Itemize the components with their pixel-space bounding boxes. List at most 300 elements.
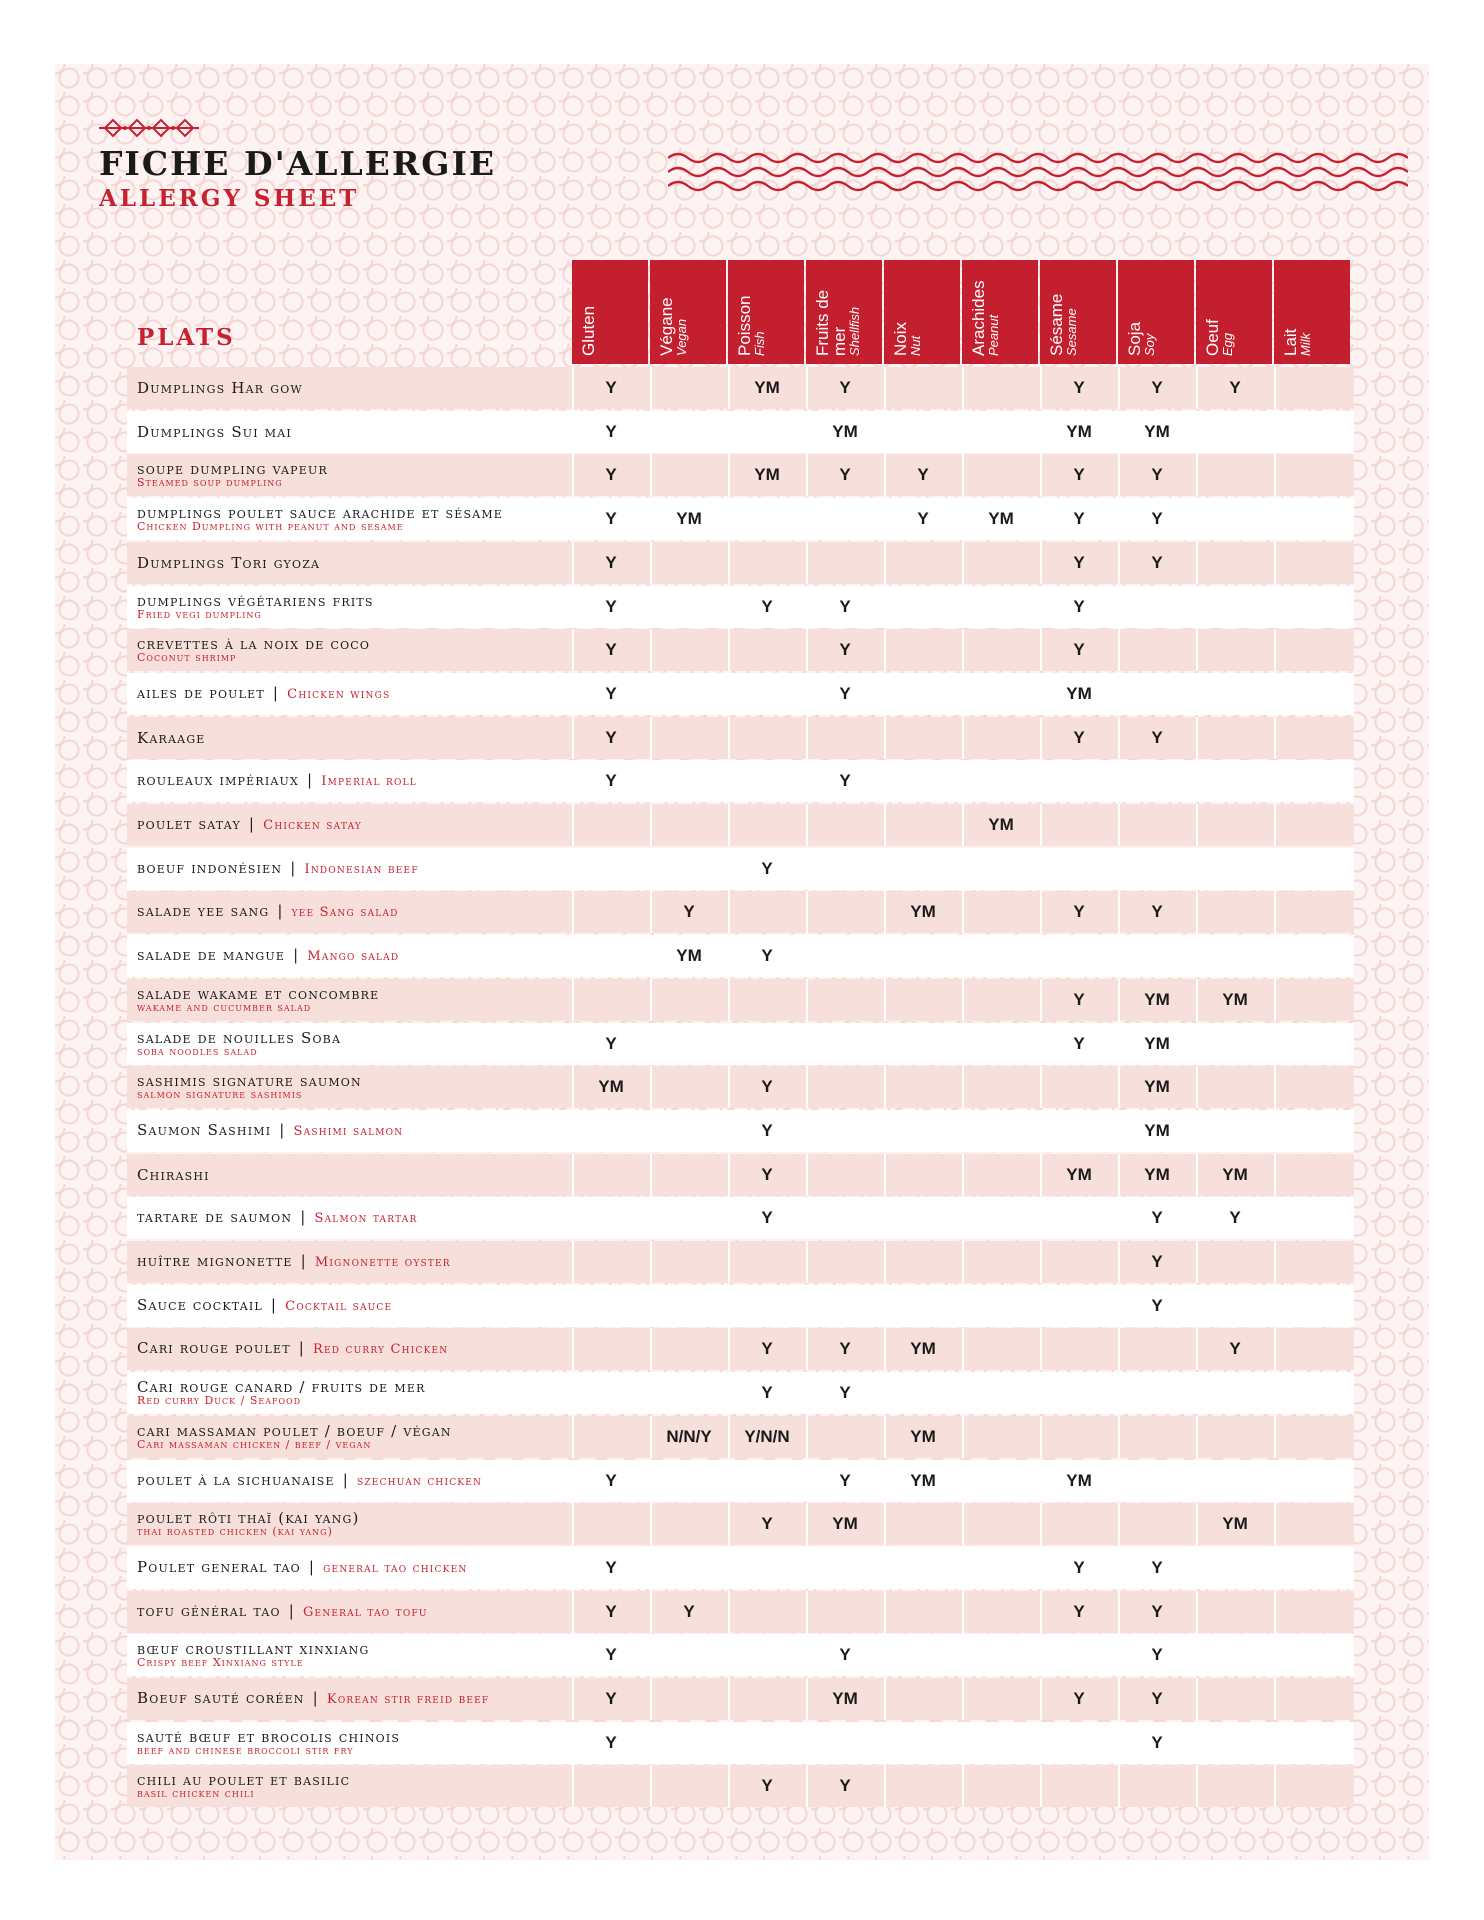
separator: | [290,858,297,877]
allergen-cell: Y [1118,891,1194,933]
allergen-cell: Y [728,1110,804,1152]
table-row [127,1372,1354,1414]
allergen-cell: YM [1118,1066,1194,1108]
allergen-cell: Y [806,760,882,802]
allergen-cell: Y [572,586,648,628]
allergen-cell: Y [572,1678,648,1720]
allergen-cell [572,1285,648,1327]
dish-name-en: Sashimi salmon [293,1123,404,1139]
separator: | [342,1470,349,1489]
dish-name-fr: salade de mangue [137,946,286,965]
table-row [127,1285,1354,1327]
dish-name [137,586,557,628]
allergen-cell [884,717,960,759]
allergen-cell [728,717,804,759]
allergen-cell [1274,411,1350,453]
allergen-cell: YM [806,1678,882,1720]
dish-name [137,411,557,453]
allergen-cell: YM [1196,1154,1272,1196]
dish-name-en: General tao tofu [302,1604,428,1620]
allergen-cell [1274,1066,1350,1108]
allergen-cell: Y [572,1591,648,1633]
allergen-cell [806,1547,882,1589]
allergen-cell [728,673,804,715]
allergen-cell [1040,1197,1116,1239]
dish-name-en: basil chicken chili [137,1787,255,1801]
wave-decoration-icon [668,150,1408,194]
table-row [127,979,1354,1021]
allergen-cell [1196,760,1272,802]
allergen-cell [884,1765,960,1807]
dish-name-fr: Cari rouge canard / fruits de mer [137,1378,426,1397]
dish-name [137,1197,557,1239]
column-header-vegan [650,260,726,364]
allergen-cell [1274,1197,1350,1239]
allergen-cell [962,1416,1038,1458]
table-row [127,1765,1354,1807]
allergen-cell: Y [572,1634,648,1676]
allergen-cell [1040,1372,1116,1414]
allergen-cell [1274,1241,1350,1283]
allergen-cell [728,1678,804,1720]
allergen-cell: Y [806,1765,882,1807]
allergen-cell: YM [728,454,804,496]
dish-name [137,1634,557,1676]
dish-name [137,1503,557,1545]
table-row [127,1722,1354,1764]
column-header-egg [1196,260,1272,364]
allergen-cell [1040,1328,1116,1370]
table-row [127,760,1354,802]
allergen-cell: Y [1196,1197,1272,1239]
allergen-cell: Y [572,367,648,409]
dish-name [137,1023,557,1065]
allergen-cell [1274,1416,1350,1458]
dish-name [137,1722,557,1764]
dish-name [137,1765,557,1807]
allergen-cell [962,1591,1038,1633]
allergen-cell: Y [806,1460,882,1502]
allergen-cell [650,1722,726,1764]
allergen-cell: Y [1040,979,1116,1021]
table-row [127,629,1354,671]
allergen-cell [884,1503,960,1545]
dish-name [137,1678,557,1720]
allergen-cell: YM [1118,1110,1194,1152]
allergen-cell [650,848,726,890]
allergen-cell [962,1110,1038,1152]
dish-name-en: Indonesian beef [304,861,419,877]
allergen-cell: Y [1040,542,1116,584]
allergen-cell [650,586,726,628]
allergen-cell [1196,1023,1272,1065]
allergen-cell: Y [728,1154,804,1196]
allergen-cell: YM [884,891,960,933]
allergen-cell [962,1460,1038,1502]
dish-name-en: Chicken wings [287,686,391,702]
allergen-cell [1196,542,1272,584]
allergen-cell [962,1634,1038,1676]
allergen-cell: Y [728,1197,804,1239]
allergen-cell [884,804,960,846]
allergen-cell [806,1722,882,1764]
dish-name-fr: Poulet general tao [137,1557,301,1576]
allergen-cell [1196,1547,1272,1589]
dish-name-fr: chili au poulet et basilic [137,1771,351,1790]
allergen-cell [1274,979,1350,1021]
dish-name-fr: poulet rôti thaï (kai yang) [137,1509,360,1528]
dish-name-en: Steamed soup dumpling [137,476,283,490]
allergen-cell [1274,891,1350,933]
column-header-en: Soy [1142,333,1157,356]
allergen-cell: YM [962,498,1038,540]
allergen-cell [1274,717,1350,759]
allergen-cell [650,717,726,759]
table-row [127,804,1354,846]
allergen-cell [962,1503,1038,1545]
allergen-cell: YM [1040,1154,1116,1196]
allergen-cell: Y [1118,1591,1194,1633]
dish-name-en: salmon signature sashimis [137,1088,303,1102]
allergen-cell [728,1241,804,1283]
allergen-cell [1118,1328,1194,1370]
dish-name-en: Cari massaman chicken / beef / vegan [137,1437,372,1451]
allergen-cell [1040,804,1116,846]
allergen-cell [572,804,648,846]
allergen-cell [1274,1634,1350,1676]
allergen-cell [1196,804,1272,846]
allergy-sheet-page [55,64,1429,1860]
dish-name-fr: salade yee sang [137,902,270,921]
dish-name-fr: salade wakame et concombre [137,984,380,1003]
page-title: FICHE D'ALLERGIE [99,144,497,183]
allergen-cell: Y [806,454,882,496]
table-row [127,1634,1354,1676]
allergen-cell [572,891,648,933]
dish-name-en: Crispy beef Xinxiang style [137,1656,304,1670]
dish-name-en: Coconut shrimp [137,651,237,665]
allergen-cell [806,891,882,933]
allergen-cell [1040,1241,1116,1283]
allergen-cell: Y [572,1547,648,1589]
allergen-cell [650,1678,726,1720]
column-header-fr: Fruits de mer [813,289,849,356]
allergen-cell: Y [572,1460,648,1502]
separator: | [312,1689,319,1707]
allergen-cell [728,1591,804,1633]
allergen-cell: YM [728,367,804,409]
separator: | [270,1295,278,1314]
table-row [127,1678,1354,1720]
table-row [127,1416,1354,1458]
allergen-cell [650,1285,726,1327]
allergen-cell [650,1460,726,1502]
column-header-sesame [1040,260,1116,364]
allergen-cell [1196,1678,1272,1720]
allergen-cell [884,367,960,409]
allergen-cell [806,935,882,977]
dish-name-en: Korean stir freid beef [326,1692,490,1707]
allergen-cell [962,454,1038,496]
table-row [127,1328,1354,1370]
allergen-cell [728,498,804,540]
ornament-icon [99,114,199,142]
allergen-cell [728,1547,804,1589]
allergen-cell [1118,1765,1194,1807]
dish-name-en: Red curry Duck / Seafood [137,1394,302,1408]
allergen-cell [962,1765,1038,1807]
allergen-cell [1118,760,1194,802]
allergen-cell: Y [1040,367,1116,409]
dish-name [137,1241,557,1283]
dish-name-fr: Chirashi [137,1165,210,1184]
allergen-cell: Y [728,1372,804,1414]
allergen-cell [650,1372,726,1414]
dish-name-en: Fried vegi dumpling [137,607,262,621]
separator: | [279,1120,286,1139]
allergen-cell: YM [884,1460,960,1502]
allergen-cell [1274,1372,1350,1414]
allergen-cell: YM [1040,411,1116,453]
allergen-cell [962,1328,1038,1370]
allergen-cell [962,935,1038,977]
allergen-cell [1040,760,1116,802]
allergen-cell: Y [1118,1285,1194,1327]
allergen-cell [650,542,726,584]
column-header-fr: Lait [1281,328,1300,356]
table-row [127,1503,1354,1545]
column-header-en: Milk [1298,332,1313,356]
dish-name-fr: Sauce cocktail [137,1295,263,1314]
dish-name-en: thai roasted chicken (kai yang) [137,1525,333,1539]
allergen-cell [884,1634,960,1676]
allergen-cell [962,542,1038,584]
allergen-cell: Y [1118,367,1194,409]
allergen-cell: Y [1118,1678,1194,1720]
allergen-cell [1196,454,1272,496]
allergen-cell [650,804,726,846]
allergen-cell [962,1154,1038,1196]
allergen-cell [1118,935,1194,977]
allergen-cell: YM [962,804,1038,846]
dish-name [137,542,557,584]
allergen-cell [1118,804,1194,846]
allergen-cell: YM [884,1328,960,1370]
allergen-cell [962,629,1038,671]
separator: | [307,771,314,790]
column-header-peanut [962,260,1038,364]
allergen-cell [572,1241,648,1283]
allergen-cell [1274,1722,1350,1764]
allergen-cell [1196,629,1272,671]
dish-name-fr: Karaage [137,728,206,747]
allergen-cell [1040,1634,1116,1676]
allergen-cell [962,673,1038,715]
allergen-cell [650,1547,726,1589]
allergen-cell: Y [1040,454,1116,496]
allergen-cell: Y/N/N [728,1416,804,1458]
allergen-cell: N/N/Y [650,1416,726,1458]
column-header-en: Vegan [674,318,689,356]
table-row [127,454,1354,496]
allergen-cell [1274,1110,1350,1152]
allergen-cell [1274,629,1350,671]
allergen-cell [884,673,960,715]
allergen-cell [806,498,882,540]
dish-name-en: soba noodles salad [137,1044,258,1058]
dish-name [137,1328,557,1370]
allergen-cell [572,935,648,977]
dish-name [137,891,557,933]
allergen-cell [728,1023,804,1065]
allergen-cell: Y [572,760,648,802]
allergen-cell [884,411,960,453]
dish-name-fr: Cari rouge poulet [137,1339,291,1358]
allergen-cell [1118,1416,1194,1458]
allergen-cell [650,673,726,715]
separator: | [293,946,300,965]
dish-name [137,1460,557,1502]
allergen-cell: Y [1040,1023,1116,1065]
allergen-cell [962,1547,1038,1589]
allergen-cell [728,891,804,933]
dish-name-fr: ailes de poulet [137,683,265,702]
dish-name-fr: Saumon Sashimi [137,1120,272,1139]
separator: | [300,1252,307,1270]
allergen-cell [884,1066,960,1108]
allergen-cell [806,1416,882,1458]
dish-name-fr: sashimis signature saumon [137,1072,362,1091]
allergen-cell: Y [1040,1591,1116,1633]
column-header-fish [728,260,804,364]
allergen-cell [1274,935,1350,977]
column-header-en: Fish [752,331,767,356]
dish-name-en: Salmon tartar [314,1211,418,1227]
dish-name-fr: Dumplings Tori gyoza [137,553,321,572]
allergen-cell [1118,1372,1194,1414]
allergen-cell [962,1678,1038,1720]
column-header-fr: Végane [657,297,676,356]
allergen-cell: YM [806,411,882,453]
dish-name-en: Mango salad [307,949,400,965]
table-row [127,1547,1354,1589]
allergen-cell [1274,1154,1350,1196]
allergen-cell: Y [884,498,960,540]
table-row [127,1023,1354,1065]
dish-name-en: Chicken satay [263,818,363,833]
allergen-cell [650,1066,726,1108]
separator: | [308,1557,316,1576]
allergen-cell [1196,498,1272,540]
allergen-cell [884,760,960,802]
allergen-cell [962,1372,1038,1414]
allergen-cell [806,848,882,890]
allergen-cell [884,629,960,671]
allergen-cell [806,979,882,1021]
allergen-cell [572,1328,648,1370]
allergen-cell: YM [1040,1460,1116,1502]
table-row [127,1110,1354,1152]
allergen-cell: Y [728,848,804,890]
dish-name [137,1372,557,1414]
allergen-cell [1040,935,1116,977]
dish-name-fr: soupe dumpling vapeur [137,460,328,479]
allergen-cell: Y [572,1722,648,1764]
dish-name-fr: Boeuf sauté coréen [137,1689,305,1707]
allergen-cell: Y [728,1328,804,1370]
dish-name [137,979,557,1021]
allergen-cell [728,1460,804,1502]
column-header-shellfish [806,260,882,364]
allergen-cell: YM [1118,1023,1194,1065]
dish-name-fr: Dumplings Har gow [137,379,303,397]
allergen-cell [962,717,1038,759]
allergen-cell [1040,1285,1116,1327]
allergen-cell [728,411,804,453]
table-row [127,367,1354,409]
dish-name-fr: boeuf indonésien [137,858,283,877]
allergen-cell [1274,367,1350,409]
dish-name [137,935,557,977]
allergen-cell: YM [650,935,726,977]
allergen-cell [1118,673,1194,715]
allergen-cell [1196,1241,1272,1283]
allergen-cell: Y [572,498,648,540]
allergen-cell [650,760,726,802]
dish-name [137,498,557,540]
allergen-cell [572,1197,648,1239]
allergen-cell: Y [1196,367,1272,409]
allergen-cell: Y [1040,629,1116,671]
table-row [127,717,1354,759]
page-subtitle: ALLERGY SHEET [99,185,360,212]
dish-name [137,673,557,715]
allergen-cell: Y [728,586,804,628]
separator: | [288,1601,295,1620]
allergen-cell [1040,1110,1116,1152]
allergen-cell: Y [806,586,882,628]
allergen-cell [806,1241,882,1283]
allergen-cell [962,1722,1038,1764]
column-header-fr: Oeuf [1203,319,1222,356]
allergen-cell: Y [806,1634,882,1676]
allergen-cell: Y [806,1328,882,1370]
dish-name-fr: dumplings poulet sauce arachide et sésame [137,504,504,523]
allergen-cell [1274,454,1350,496]
allergen-cell [1196,1066,1272,1108]
allergen-cell: Y [1118,498,1194,540]
dish-name-fr: salade de nouilles Soba [137,1028,342,1047]
dish-name [137,1591,557,1633]
table-row [127,1241,1354,1283]
allergen-cell [572,848,648,890]
allergen-cell [1274,1547,1350,1589]
allergen-cell [1196,586,1272,628]
allergen-cell [572,1154,648,1196]
allergen-cell: Y [1118,454,1194,496]
dish-name [137,717,557,759]
allergen-cell: YM [1040,673,1116,715]
allergen-cell [1118,586,1194,628]
dish-name-en: Imperial roll [321,774,417,790]
dish-name-fr: poulet satay [137,815,241,833]
column-header-en: Peanut [986,314,1001,356]
dish-name [137,804,557,846]
allergen-cell [806,804,882,846]
allergen-cell [572,1372,648,1414]
table-row [127,1197,1354,1239]
table-row [127,1066,1354,1108]
